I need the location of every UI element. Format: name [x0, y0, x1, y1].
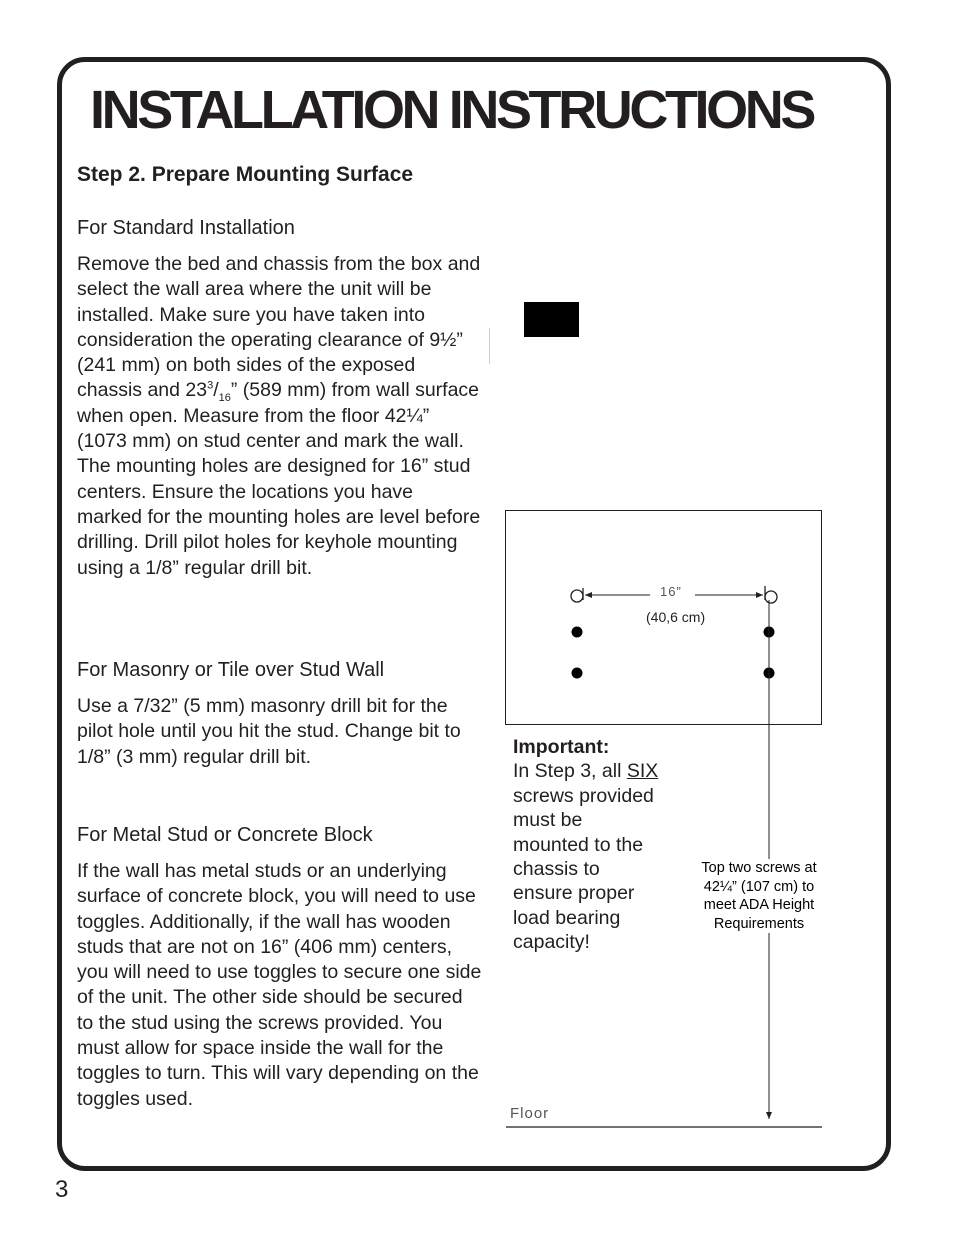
right-keyhole-icon [765, 586, 777, 603]
important-note: Important: In Step 3, all SIX screws provided must be mounted to the chassis to ensure proper load bearing capacity! [513, 735, 663, 955]
page-title: INSTALLATION INSTRUCTIONS [90, 80, 813, 140]
standard-installation-heading: For Standard Installation [77, 217, 295, 239]
left-keyhole-icon [571, 588, 583, 602]
mounting-hole-bottom-left [572, 668, 583, 679]
floor-label: Floor [510, 1105, 550, 1122]
ada-height-note: Top two screws at 42¼” (107 cm) to meet ADA Height Requirements [691, 859, 827, 933]
standard-installation-text: Remove the bed and chassis from the box and select the wall area where the unit will be installed. Make sure you have taken into consideration the operating clearance of 9½” (241 mm) on both sides of the exposed chassis and $23^3/_{16}$” (589 mm) from wall surface when open. Measure from the floor 42¼” (1073 mm) on stud center and mark the wall. The mounting holes are designed for 16” stud centers. Ensure the locations you have marked for the mounting holes are level before drilling. Drill pilot holes for keyhole mounting using a 1/8” regular drill bit. [77, 253, 481, 579]
six-emphasis: SIX [626, 760, 659, 783]
masonry-text: Use a 7/32” (5 mm) masonry drill bit for the pilot hole until you hit the stud. Change bit to 1/8” (3 mm) regular drill bit. [77, 695, 461, 768]
step-heading: Step 2. Prepare Mounting Surface [77, 163, 414, 186]
spacing-label: 16” [660, 584, 682, 599]
metal-stud-text: If the wall has metal studs or an underlying surface of concrete block, you will need to use toggles. Additionally, if the wall has wooden studs that are not on 16” (406 mm) centers, you will need to use toggles to secure one side of the unit. The other side should be secured to the stud using the screws provided. You must allow for space inside the wall for the toggles to turn. This will vary depending on the toggles used. [77, 860, 482, 1110]
mounting-hole-top-left [572, 627, 583, 638]
masonry-heading: For Masonry or Tile over Stud Wall [77, 659, 385, 681]
metal-stud-heading: For Metal Stud or Concrete Block [77, 824, 373, 846]
page-number: 3 [55, 1176, 69, 1203]
important-lead: Important: [513, 736, 610, 758]
spacing-metric-label: (40,6 cm) [646, 609, 706, 625]
